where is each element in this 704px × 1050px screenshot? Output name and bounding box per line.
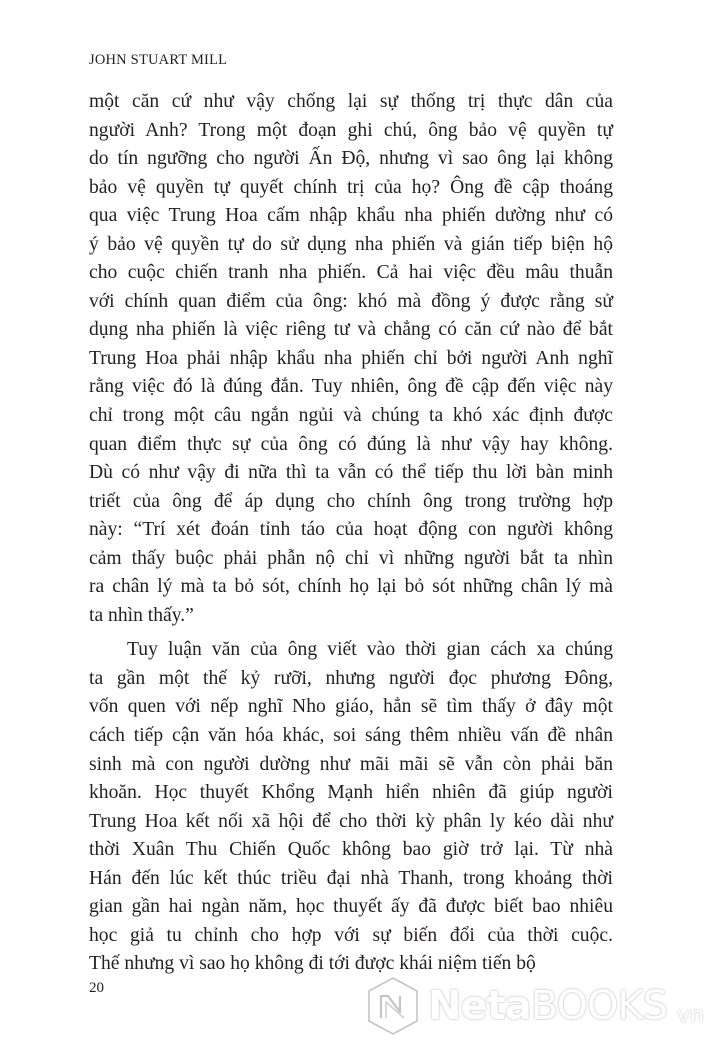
text-line: gian gần hai ngàn năm, học thuyết ấy đã được biết bao nhiêu <box>89 896 613 918</box>
text-line: Hán đến lúc kết thúc triều đại nhà Thanh, trong khoảng thời <box>89 867 613 889</box>
text-line: chỉ trong một câu ngắn ngủi và chúng ta khó xác định được <box>89 405 613 427</box>
text-line: Trung Hoa phải nhập khẩu nha phiến chỉ bởi người Anh nghĩ <box>89 347 613 369</box>
text-line: ý bảo vệ quyền tự do sử dụng nha phiến và gián tiếp biện hộ <box>89 233 613 255</box>
text-line: ra chân lý mà ta bỏ sót, chính họ lại bỏ sót những chân lý mà <box>89 576 613 598</box>
text-line: quan điểm thực sự của ông có đúng là như vậy hay không. <box>89 433 613 455</box>
text-line: triết của ông để áp dụng cho chính ông trong trường hợp <box>89 490 613 512</box>
text-line: cảm thấy buộc phải phẫn nộ chỉ vì những người bắt ta nhìn <box>89 547 613 569</box>
running-head: JOHN STUART MILL <box>89 52 228 68</box>
text-line: Trung Hoa kết nối xã hội để cho thời kỳ phân ly kéo dài như <box>89 810 613 832</box>
text-line: vốn quen với nếp nghĩ Nho giáo, hẳn sẽ tìm thấy ở đây một <box>89 696 613 718</box>
page-number: 20 <box>89 980 104 996</box>
watermark-brand-books: BOOKS <box>530 983 668 1029</box>
watermark <box>366 976 704 1036</box>
text-line: sinh mà con người dường như mãi mãi sẽ vẫn còn phải băn <box>89 753 613 775</box>
text-line: cách tiếp cận văn hóa khác, soi sáng thêm nhiều vấn đề nhân <box>89 725 613 747</box>
text-line: người Anh? Trong một đoạn ghi chú, ông bảo vệ quyền tự <box>89 119 613 141</box>
text-line: với chính quan điểm của ông: khó mà đồng ý được rằng sử <box>89 290 613 312</box>
text-line: cho cuộc chiến tranh nha phiến. Cả hai việc đều mâu thuẫn <box>89 262 613 284</box>
body-text <box>89 88 613 979</box>
text-line: rằng việc đó là đúng đắn. Tuy nhiên, ông đề cập đến việc này <box>89 376 613 398</box>
text-line: này: “Trí xét đoán tỉnh táo của hoạt động con người không <box>89 519 613 541</box>
text-line: Thế nhưng vì sao họ không đi tới được khái niệm tiến bộ <box>89 953 536 975</box>
text-line: do tín ngưỡng cho người Ấn Độ, nhưng vì sao ông lại không <box>89 148 613 170</box>
paragraph-2 <box>89 636 613 979</box>
text-line: dụng nha phiến là việc riêng tư và chẳng có căn cứ nào để bắt <box>89 319 613 341</box>
text-line: ta gần một thế kỷ rưỡi, nhưng người đọc phương Đông, <box>89 667 613 689</box>
paragraph-1 <box>89 88 613 630</box>
watermark-brand <box>428 983 668 1029</box>
watermark-suffix: vn <box>677 1003 704 1028</box>
text-line: ta nhìn thấy.” <box>89 604 194 626</box>
netabooks-logo-icon <box>366 976 420 1036</box>
text-line: bảo vệ quyền tự quyết chính trị của họ? Ông đề cập thoáng <box>89 176 613 198</box>
text-line: một căn cứ như vậy chống lại sự thống trị thực dân của <box>89 91 613 112</box>
text-line: Tuy luận văn của ông viết vào thời gian cách xa chúng <box>127 639 613 661</box>
text-line: học giả tu chỉnh cho hợp với sự biến đổi của thời cuộc. <box>89 924 613 946</box>
text-line: qua việc Trung Hoa cấm nhập khẩu nha phiến dường như có <box>89 205 613 227</box>
text-line: khoăn. Học thuyết Khổng Mạnh hiển nhiên đã giúp người <box>89 782 613 804</box>
watermark-brand-neta: Neta <box>428 983 531 1029</box>
text-line: Dù có như vậy đi nữa thì ta vẫn có thể tiếp thu lời bàn minh <box>89 462 613 484</box>
text-line: thời Xuân Thu Chiến Quốc không bao giờ trở lại. Từ nhà <box>89 839 613 861</box>
